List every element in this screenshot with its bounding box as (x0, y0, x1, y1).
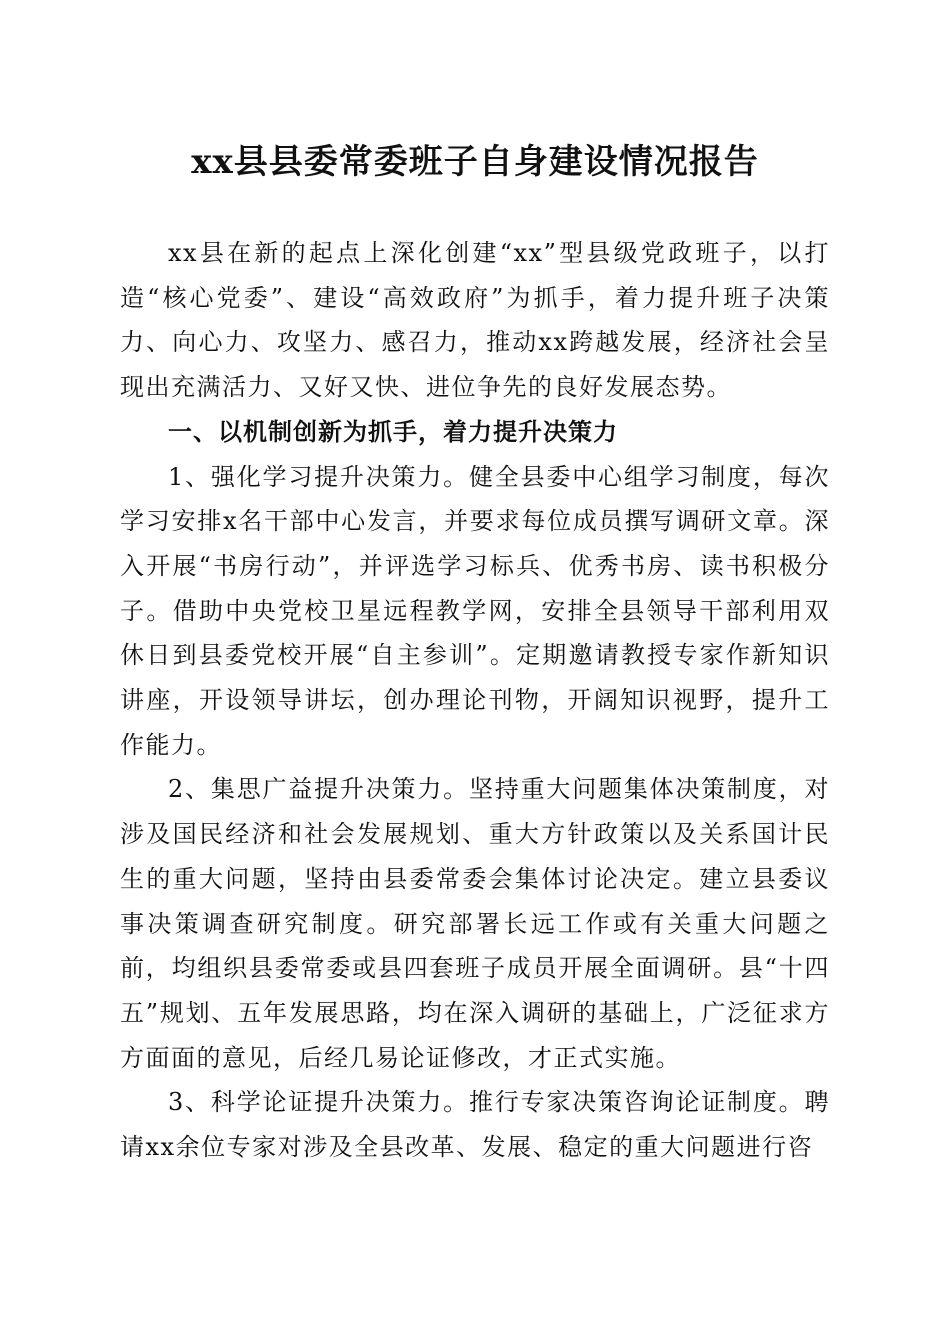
intro-paragraph: xx县在新的起点上深化创建“xx”型县级党政班子，以打造“核心党委”、建设“高效政府”为抓手，着力提升班子决策力、向心力、攻坚力、感召力，推动xx跨越发展，经济社会呈现出充满活力、又好又快、进位争先的良好发展态势。 (120, 239, 830, 402)
paragraph-3: 3、科学论证提升决策力。推行专家决策咨询论证制度。聘请xx余位专家对涉及全县改革、发展、稳定的重大问题进行咨 (120, 1088, 830, 1162)
paragraph-1: 1、强化学习提升决策力。健全县委中心组学习制度，每次学习安排x名干部中心发言，并要求每位成员撰写调研文章。深入开展“书房行动”，并评选学习标兵、优秀书房、读书积极分子。借助中央党校卫星远程教学网，安排全县领导干部利用双休日到县委党校开展“自主参训”。定期邀请教授专家作新知识讲座，开设领导讲坛，创办理论刊物，开阔知识视野，提升工作能力。 (120, 462, 830, 759)
document-title: xx县县委常委班子自身建设情况报告 (191, 142, 759, 182)
section-heading-1: 一、以机制创新为抓手，着力提升决策力 (168, 417, 618, 446)
document-body (120, 231, 830, 1170)
paragraph-2: 2、集思广益提升决策力。坚持重大问题集体决策制度，对涉及国民经济和社会发展规划、重大方针政策以及关系国计民生的重大问题，坚持由县委常委会集体讨论决定。建立县委议事决策调查研究制度。研究部署长远工作或有关重大问题之前，均组织县委常委或县四套班子成员开展全面调研。县“十四五”规划、五年发展思路，均在深入调研的基础上，广泛征求方方面面的意见，后经几易论证修改，才正式实施。 (120, 775, 830, 1072)
